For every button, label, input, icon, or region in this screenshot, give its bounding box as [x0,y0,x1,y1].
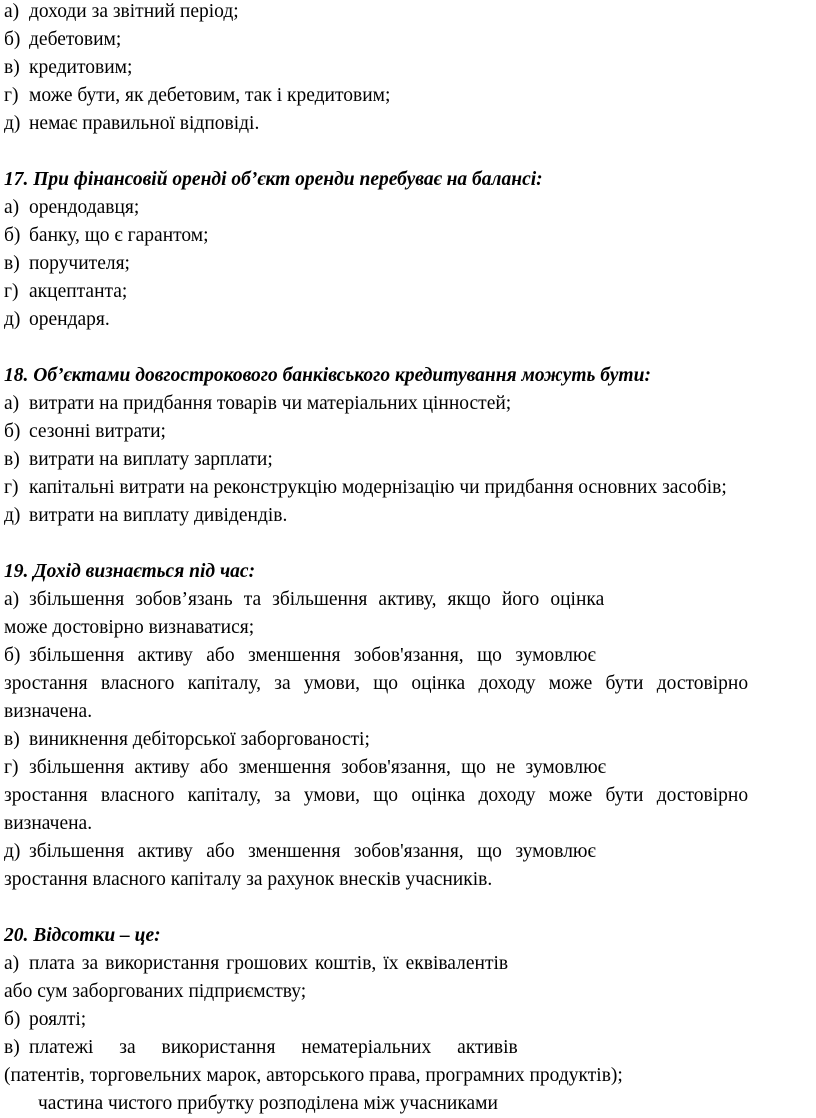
option-continuation: може достовірно визнаватися; [4,617,255,638]
option-text: немає правильної відповіді. [29,113,260,134]
option-label: г) [4,85,19,106]
option-label: д) [4,113,21,134]
option-b [4,222,812,250]
option-d [4,838,812,894]
option-continuation: зростання власного капіталу, за умови, що оцінка доходу може бути достовірно [4,785,749,806]
option-label: в) [4,729,20,750]
option-text: збільшення активу або зменшення зобов'язання, що зумовлює [29,645,596,666]
option-continuation: визначена. [4,813,93,834]
option-continuation: частина чистого прибутку розподілена між учасниками [38,1093,498,1114]
option-label: б) [4,421,21,442]
option-label: б) [4,1009,21,1030]
option-label: д) [4,841,21,862]
option-b [4,642,812,726]
option-label: г) [4,757,19,778]
option-text: банку, що є гарантом; [29,225,209,246]
option-text: платежі за використання нематеріальних активів [29,1037,518,1058]
option-continuation: визначена. [4,701,93,722]
option-text: збільшення активу або зменшення зобов'язання, що зумовлює [29,841,596,862]
option-g [4,82,812,110]
option-text: орендодавця; [29,197,140,218]
option-d [4,502,812,530]
question-title: 19. Дохід визнається під час: [4,561,256,582]
option-text: сезонні витрати; [29,421,166,442]
prev-question-options [4,0,812,138]
question-title: 20. Відсотки – це: [4,925,161,946]
option-label: в) [4,1037,20,1058]
option-g [4,278,812,306]
option-label: б) [4,225,21,246]
option-text: орендаря. [29,309,110,330]
option-d [4,306,812,334]
option-a [4,390,812,418]
question-18 [4,362,812,530]
option-continuation: або сум заборгованих підприємству; [4,981,307,1002]
option-text: може бути, як дебетовим, так і кредитовим; [29,85,391,106]
option-label: б) [4,645,21,666]
question-20 [4,922,812,1118]
option-first-line [4,950,812,978]
option-v [4,54,812,82]
option-g [4,754,812,838]
option-label: г) [4,477,19,498]
option-v [4,446,812,474]
option-text: витрати на виплату дивідендів. [29,505,288,526]
option-label: а) [4,953,20,974]
option-v [4,1034,812,1090]
option-b [4,26,812,54]
option-text: акцептанта; [29,281,128,302]
option-a [4,0,812,26]
question-title: 17. При фінансовій оренді об’єкт оренди перебуває на балансі: [4,169,543,190]
option-label: в) [4,253,20,274]
option-continuation: (патентів, торговельних марок, авторського права, програмних продуктів); [4,1065,623,1086]
option-text: капітальні витрати на реконструкцію модернізацію чи придбання основних засобів; [29,477,727,498]
question-title: 18. Об’єктами довгострокового банківського кредитування можуть бути: [4,365,651,386]
option-first-line [4,754,812,782]
option-text: кредитовим; [29,57,133,78]
option-label: д) [4,309,21,330]
option-text: витрати на виплату зарплати; [29,449,273,470]
option-first-line [4,642,812,670]
option-first-line [4,838,812,866]
option-text: плата за використання грошових коштів, їх еквівалентів [29,953,509,974]
question-17 [4,166,812,334]
option-label: д) [4,505,21,526]
option-continuation: зростання власного капіталу за рахунок внесків учасників. [4,869,493,890]
option-text: збільшення активу або зменшення зобов'язання, що не зумовлює [29,757,607,778]
option-a [4,586,812,642]
option-first-line [4,726,812,754]
option-a [4,194,812,222]
option-text: збільшення зобов’язань та збільшення активу, якщо його оцінка [29,589,605,610]
option-text: доходи за звітний період; [29,1,239,22]
option-text: виникнення дебіторської заборгованості; [29,729,370,750]
option-first-line [4,1034,812,1062]
option-label: а) [4,393,20,414]
option-v [4,726,812,754]
option-g [4,474,812,502]
option-d [4,110,812,138]
option-b [4,418,812,446]
option-label: а) [4,589,20,610]
option-text: роялті; [29,1009,87,1030]
option-first-line [4,586,812,614]
option-label: б) [4,29,21,50]
option-text: поручителя; [29,253,130,274]
option-first-line [4,1006,812,1034]
option-label: а) [4,1,20,22]
option-continuation: зростання власного капіталу, за умови, що оцінка доходу може бути достовірно [4,673,749,694]
option-label: в) [4,449,20,470]
option-label: а) [4,197,20,218]
option-label: в) [4,57,20,78]
option-label: г) [4,281,19,302]
question-19 [4,558,812,894]
option-v [4,250,812,278]
option-text: дебетовим; [29,29,122,50]
option-text: витрати на придбання товарів чи матеріальних цінностей; [29,393,512,414]
option-a [4,950,812,1006]
option-b [4,1006,812,1034]
